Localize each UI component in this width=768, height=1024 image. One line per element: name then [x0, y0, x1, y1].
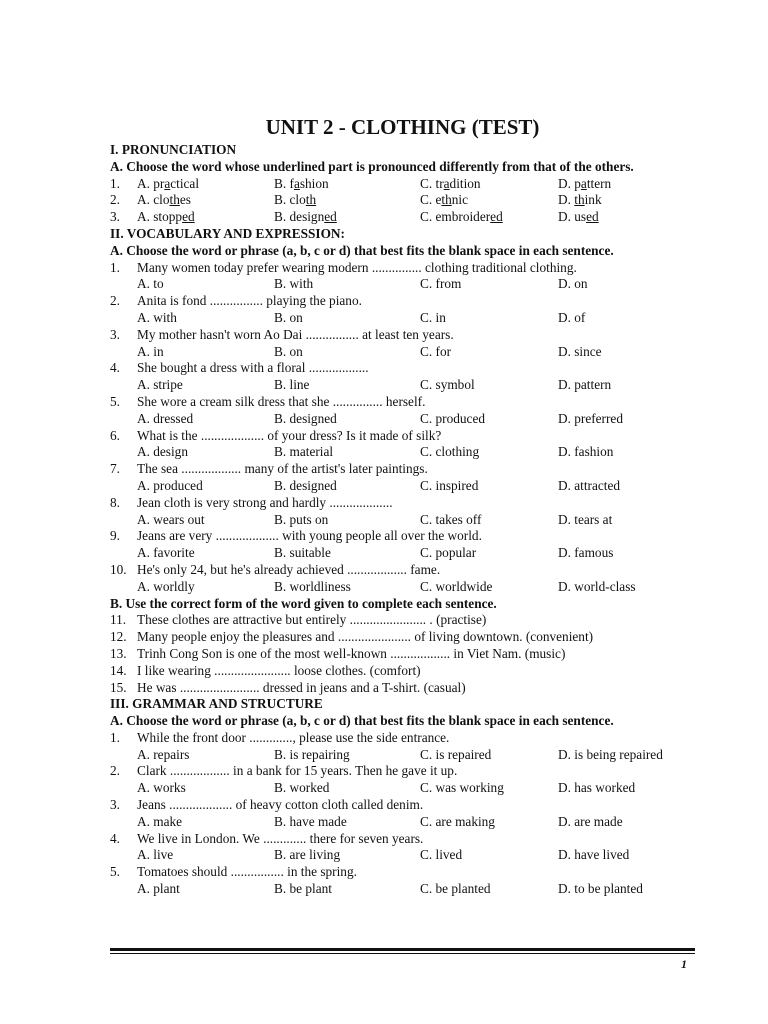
underlined-part: th	[169, 192, 180, 208]
answer-option: B. on	[274, 309, 303, 325]
question-number: 9.	[110, 528, 120, 544]
question-number: 15.	[110, 679, 127, 695]
underlined-part: a	[293, 175, 300, 191]
option-text: nic	[451, 192, 469, 208]
answer-option	[420, 209, 503, 226]
options-row	[110, 512, 695, 529]
answer-option: C. are making	[420, 813, 495, 829]
question-number: 6.	[110, 427, 120, 443]
option-text: ctical	[170, 175, 200, 191]
options-row	[110, 478, 695, 495]
question-row	[110, 209, 695, 226]
answer-option: B. worldliness	[274, 578, 351, 594]
answer-option	[137, 209, 195, 226]
question-number: 13.	[110, 645, 127, 661]
answer-option: D. have lived	[558, 847, 630, 863]
answer-option	[274, 209, 337, 226]
answer-option: A. design	[137, 444, 188, 460]
options-row	[110, 276, 695, 293]
question-row	[110, 864, 695, 881]
section-heading: II. VOCABULARY AND EXPRESSION:	[110, 225, 345, 241]
question-text: We live in London. We ............. there for seven years.	[137, 830, 424, 846]
answer-option: A. to	[137, 276, 164, 292]
question-text: Jeans ................... of heavy cotton cloth called denim.	[137, 797, 424, 813]
question-row	[110, 646, 695, 663]
question-number: 12.	[110, 629, 127, 645]
underlined-part: ed	[182, 209, 195, 225]
question-text: While the front door ............., please use the side entrance.	[137, 729, 450, 745]
options-row	[110, 411, 695, 428]
question-number: 5.	[110, 864, 120, 880]
question-row	[110, 562, 695, 579]
answer-option: A. plant	[137, 881, 180, 897]
answer-option	[137, 192, 191, 209]
answer-option: B. be plant	[274, 881, 332, 897]
answer-option: A. stripe	[137, 377, 183, 393]
answer-option	[558, 192, 602, 209]
options-row	[110, 747, 695, 764]
option-text: C. e	[420, 192, 442, 208]
answer-option: C. from	[420, 276, 462, 292]
question-row	[110, 327, 695, 344]
question-number: 2.	[110, 293, 120, 309]
question-number: 4.	[110, 830, 120, 846]
question-number: 1.	[110, 259, 120, 275]
option-text: C. tr	[420, 175, 444, 191]
worksheet-page	[110, 112, 695, 898]
question-text: My mother hasn't worn Ao Dai ................ at least ten years.	[137, 326, 454, 342]
footer-rule	[110, 953, 695, 954]
vocabulary-list	[110, 260, 695, 596]
answer-option: C. lived	[420, 847, 463, 863]
question-row	[110, 260, 695, 277]
answer-option: D. has worked	[558, 780, 636, 796]
answer-option: A. worldly	[137, 578, 195, 594]
question-number: 5.	[110, 393, 120, 409]
answer-option	[420, 192, 468, 209]
answer-option: C. in	[420, 309, 446, 325]
answer-option: D. since	[558, 343, 602, 359]
question-text: Trinh Cong Son is one of the most well-known .................. in Viet Nam. (music)	[137, 645, 566, 661]
question-row	[110, 428, 695, 445]
question-number: 1.	[110, 729, 120, 745]
answer-option: B. suitable	[274, 545, 331, 561]
question-text: He's only 24, but he's already achieved .................. fame.	[137, 561, 441, 577]
answer-option: D. pattern	[558, 377, 612, 393]
question-text: The sea .................. many of the artist's later paintings.	[137, 461, 428, 477]
question-row	[110, 192, 695, 209]
instruction: B. Use the correct form of the word given to complete each sentence.	[110, 595, 497, 611]
answer-option: A. live	[137, 847, 174, 863]
page-title: UNIT 2 - CLOTHING (TEST)	[265, 115, 540, 139]
question-row	[110, 528, 695, 545]
question-row	[110, 680, 695, 697]
options-row	[110, 847, 695, 864]
answer-option: A. dressed	[137, 410, 194, 426]
option-text: A. clo	[137, 192, 170, 208]
answer-option: C. clothing	[420, 444, 480, 460]
footer-rule	[110, 948, 695, 951]
option-text: A. pr	[137, 175, 165, 191]
answer-option: D. world-class	[558, 578, 636, 594]
question-row	[110, 461, 695, 478]
answer-option: D. to be planted	[558, 881, 643, 897]
answer-option: D. tears at	[558, 511, 613, 527]
question-number: 11.	[110, 612, 127, 628]
question-row	[110, 612, 695, 629]
underlined-part: ed	[324, 209, 337, 225]
answer-option: B. worked	[274, 780, 330, 796]
question-number: 3.	[110, 209, 120, 225]
option-text: C. embroider	[420, 209, 491, 225]
answer-option: B. with	[274, 276, 314, 292]
underlined-part: th	[441, 192, 452, 208]
page-number: 1	[681, 957, 687, 971]
question-row	[110, 763, 695, 780]
answer-option: D. preferred	[558, 410, 623, 426]
options-row	[110, 881, 695, 898]
answer-option: C. popular	[420, 545, 477, 561]
question-text: Many people enjoy the pleasures and ...................... of living downtown. (convenient)	[137, 629, 594, 645]
answer-option: A. repairs	[137, 746, 190, 762]
question-number: 7.	[110, 461, 120, 477]
answer-option	[558, 176, 611, 193]
underlined-part: th	[305, 192, 317, 208]
section-heading: III. GRAMMAR AND STRUCTURE	[110, 696, 323, 712]
instruction: A. Choose the word whose underlined part is pronounced differently from that of the others.	[110, 158, 634, 174]
options-row	[110, 344, 695, 361]
question-number: 2.	[110, 192, 120, 208]
answer-option: D. on	[558, 276, 588, 292]
answer-option: D. famous	[558, 545, 614, 561]
answer-option: D. are made	[558, 813, 623, 829]
question-row	[110, 360, 695, 377]
answer-option: B. line	[274, 377, 310, 393]
answer-option	[558, 209, 599, 226]
underlined-part: a	[580, 175, 587, 191]
word-form-list	[110, 612, 695, 696]
answer-option	[274, 192, 316, 209]
question-number: 4.	[110, 360, 120, 376]
question-text: These clothes are attractive but entirely ....................... . (practise)	[137, 612, 487, 628]
answer-option: B. designed	[274, 477, 337, 493]
instruction: A. Choose the word or phrase (a, b, c or d) that best fits the blank space in each sentence.	[110, 242, 614, 258]
question-row	[110, 629, 695, 646]
answer-option: C. inspired	[420, 477, 479, 493]
option-text: es	[179, 192, 191, 208]
question-number: 8.	[110, 494, 120, 510]
answer-option: D. of	[558, 309, 586, 325]
underlined-part: a	[164, 175, 171, 191]
answer-option: B. material	[274, 444, 334, 460]
question-row	[110, 293, 695, 310]
options-row	[110, 579, 695, 596]
answer-option: B. is repairing	[274, 746, 350, 762]
option-text: D. p	[558, 175, 581, 191]
question-row	[110, 495, 695, 512]
section-heading: I. PRONUNCIATION	[110, 142, 237, 157]
question-text: She wore a cream silk dress that she ............... herself.	[137, 393, 426, 409]
question-number: 2.	[110, 763, 120, 779]
question-row	[110, 831, 695, 848]
answer-option: A. make	[137, 813, 183, 829]
options-row	[110, 444, 695, 461]
answer-option: B. on	[274, 343, 303, 359]
answer-option: C. be planted	[420, 881, 491, 897]
question-text: What is the ................... of your dress? Is it made of silk?	[137, 427, 442, 443]
options-row	[110, 814, 695, 831]
options-row	[110, 377, 695, 394]
answer-option	[274, 176, 329, 193]
question-number: 14.	[110, 662, 127, 678]
option-text: ink	[584, 192, 602, 208]
option-text: shion	[299, 175, 329, 191]
answer-option: A. produced	[137, 477, 203, 493]
options-row	[110, 545, 695, 562]
answer-option: C. for	[420, 343, 452, 359]
answer-option: A. favorite	[137, 545, 195, 561]
answer-option: C. takes off	[420, 511, 482, 527]
option-text: B. f	[274, 175, 294, 191]
option-text: A. stopp	[137, 209, 183, 225]
options-row	[110, 310, 695, 327]
question-row	[110, 394, 695, 411]
question-number: 3.	[110, 797, 120, 813]
question-number: 10.	[110, 561, 127, 577]
question-row	[110, 176, 695, 193]
pronunciation-list	[110, 176, 695, 226]
option-text: D.	[558, 192, 575, 208]
answer-option: B. have made	[274, 813, 347, 829]
option-text: D. us	[558, 209, 587, 225]
instruction: A. Choose the word or phrase (a, b, c or d) that best fits the blank space in each sentence.	[110, 713, 614, 729]
option-text: B. design	[274, 209, 325, 225]
option-text: dition	[449, 175, 481, 191]
question-text: Jeans are very ................... with young people all over the world.	[137, 528, 482, 544]
question-number: 1.	[110, 175, 120, 191]
underlined-part: ed	[490, 209, 503, 225]
answer-option: C. produced	[420, 410, 485, 426]
grammar-list	[110, 730, 695, 898]
answer-option: C. worldwide	[420, 578, 493, 594]
answer-option: C. is repaired	[420, 746, 492, 762]
question-text: Jean cloth is very strong and hardly ...................	[137, 494, 393, 510]
question-text: Anita is fond ................ playing the piano.	[137, 293, 362, 309]
question-text: I like wearing ....................... loose clothes. (comfort)	[137, 662, 421, 678]
answer-option: C. symbol	[420, 377, 475, 393]
question-row	[110, 797, 695, 814]
underlined-part: ed	[586, 209, 599, 225]
answer-option	[420, 176, 481, 193]
answer-option: D. fashion	[558, 444, 614, 460]
question-row	[110, 663, 695, 680]
answer-option: A. with	[137, 309, 177, 325]
answer-option: B. designed	[274, 410, 337, 426]
answer-option: C. was working	[420, 780, 504, 796]
answer-option: B. are living	[274, 847, 341, 863]
question-text: Many women today prefer wearing modern ............... clothing traditional clothing.	[137, 259, 577, 275]
answer-option: A. works	[137, 780, 186, 796]
answer-option: D. is being repaired	[558, 746, 663, 762]
answer-option	[137, 176, 199, 193]
answer-option: B. puts on	[274, 511, 329, 527]
answer-option: D. attracted	[558, 477, 621, 493]
options-row	[110, 780, 695, 797]
question-text: She bought a dress with a floral ..................	[137, 360, 369, 376]
option-text: B. clo	[274, 192, 306, 208]
underlined-part: a	[443, 175, 450, 191]
answer-option: A. wears out	[137, 511, 205, 527]
option-text: ttern	[586, 175, 612, 191]
question-number: 3.	[110, 326, 120, 342]
answer-option: A. in	[137, 343, 164, 359]
question-row	[110, 730, 695, 747]
question-text: Tomatoes should ................ in the spring.	[137, 864, 357, 880]
question-text: Clark .................. in a bank for 15 years. Then he gave it up.	[137, 763, 458, 779]
question-text: He was ........................ dressed in jeans and a T-shirt. (casual)	[137, 679, 466, 695]
underlined-part: th	[574, 192, 585, 208]
